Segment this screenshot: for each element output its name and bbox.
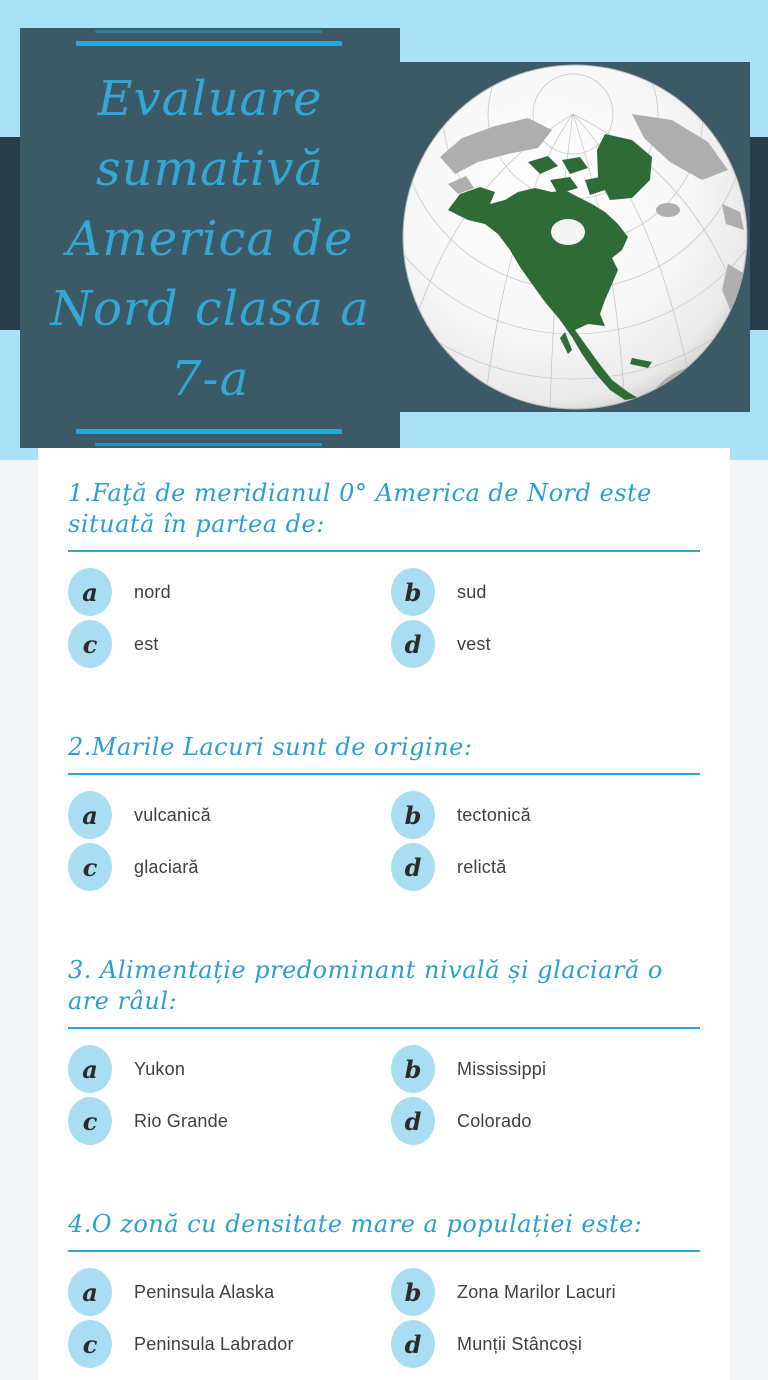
option-d[interactable]: [391, 1320, 700, 1368]
option-label: nord: [134, 581, 171, 602]
option-d[interactable]: [391, 620, 700, 668]
option-c[interactable]: [68, 1097, 391, 1145]
option-letter-badge[interactable]: d: [391, 620, 435, 668]
north-america-globe-image: [400, 62, 750, 412]
title-banner: [20, 28, 400, 448]
quiz-card: [38, 448, 730, 1380]
option-label: Munții Stâncoși: [457, 1333, 583, 1354]
title-line: America de: [66, 211, 354, 267]
question-divider: [68, 1250, 700, 1252]
title-line: Evaluare: [97, 71, 323, 127]
question-divider: [68, 550, 700, 552]
option-label: tectonică: [457, 804, 531, 825]
option-letter-badge[interactable]: c: [68, 843, 112, 891]
option-letter-badge[interactable]: c: [68, 1097, 112, 1145]
option-label: Mississippi: [457, 1058, 547, 1079]
decor-line-top-thin: [95, 30, 322, 33]
option-label: Zona Marilor Lacuri: [457, 1281, 616, 1302]
option-c[interactable]: [68, 843, 391, 891]
title-line: 7-a: [170, 351, 250, 407]
option-letter-badge[interactable]: a: [68, 1268, 112, 1316]
option-c[interactable]: [68, 1320, 391, 1368]
title-line: sumativă: [95, 141, 325, 197]
question-divider: [68, 773, 700, 775]
option-letter-badge[interactable]: a: [68, 568, 112, 616]
option-letter-badge[interactable]: b: [391, 791, 435, 839]
option-label: vulcanică: [134, 804, 211, 825]
options-grid: [68, 791, 700, 891]
option-letter-badge[interactable]: a: [68, 791, 112, 839]
question-title: 1.Faţă de meridianul 0° America de Nord este situată în partea de:: [68, 479, 652, 538]
option-label: glaciară: [134, 856, 199, 877]
option-letter-badge[interactable]: b: [391, 1268, 435, 1316]
option-letter-badge[interactable]: b: [391, 568, 435, 616]
option-label: Peninsula Alaska: [134, 1281, 275, 1302]
option-letter-badge[interactable]: a: [68, 1045, 112, 1093]
option-letter-badge[interactable]: d: [391, 1097, 435, 1145]
option-b[interactable]: [391, 1268, 700, 1316]
option-a[interactable]: [68, 791, 391, 839]
option-b[interactable]: [391, 568, 700, 616]
north-america-globe-icon: [400, 62, 750, 412]
option-label: Rio Grande: [134, 1110, 229, 1131]
options-grid: [68, 1045, 700, 1145]
option-d[interactable]: [391, 843, 700, 891]
option-label: sud: [457, 581, 487, 602]
question-divider: [68, 1027, 700, 1029]
option-d[interactable]: [391, 1097, 700, 1145]
title-line: Nord clasa a: [50, 281, 370, 337]
decor-line-bottom-thick: [76, 429, 342, 434]
option-letter-badge[interactable]: d: [391, 1320, 435, 1368]
option-letter-badge[interactable]: c: [68, 620, 112, 668]
question-title: 4.O zonă cu densitate mare a populației este:: [68, 1210, 643, 1238]
option-label: Peninsula Labrador: [134, 1333, 294, 1354]
worksheet-title: [20, 64, 400, 414]
question-2: [68, 732, 700, 891]
option-a[interactable]: [68, 1045, 391, 1093]
option-label: Colorado: [457, 1110, 532, 1131]
option-label: relictă: [457, 856, 507, 877]
option-a[interactable]: [68, 1268, 391, 1316]
question-4: [68, 1209, 700, 1368]
options-grid: [68, 568, 700, 668]
option-label: Yukon: [134, 1058, 186, 1079]
option-label: est: [134, 633, 159, 654]
option-c[interactable]: [68, 620, 391, 668]
question-title: 3. Alimentație predominant nivală și glaciară o are râul:: [68, 956, 663, 1015]
question-3: [68, 955, 700, 1145]
question-title: 2.Marile Lacuri sunt de origine:: [68, 733, 473, 761]
options-grid: [68, 1268, 700, 1368]
option-b[interactable]: [391, 1045, 700, 1093]
option-letter-badge[interactable]: c: [68, 1320, 112, 1368]
option-b[interactable]: [391, 791, 700, 839]
option-letter-badge[interactable]: b: [391, 1045, 435, 1093]
option-letter-badge[interactable]: d: [391, 843, 435, 891]
option-label: vest: [457, 633, 491, 654]
option-a[interactable]: [68, 568, 391, 616]
decor-line-bottom-thin: [95, 443, 322, 446]
decor-line-top-thick: [76, 41, 342, 46]
question-1: [68, 478, 700, 668]
